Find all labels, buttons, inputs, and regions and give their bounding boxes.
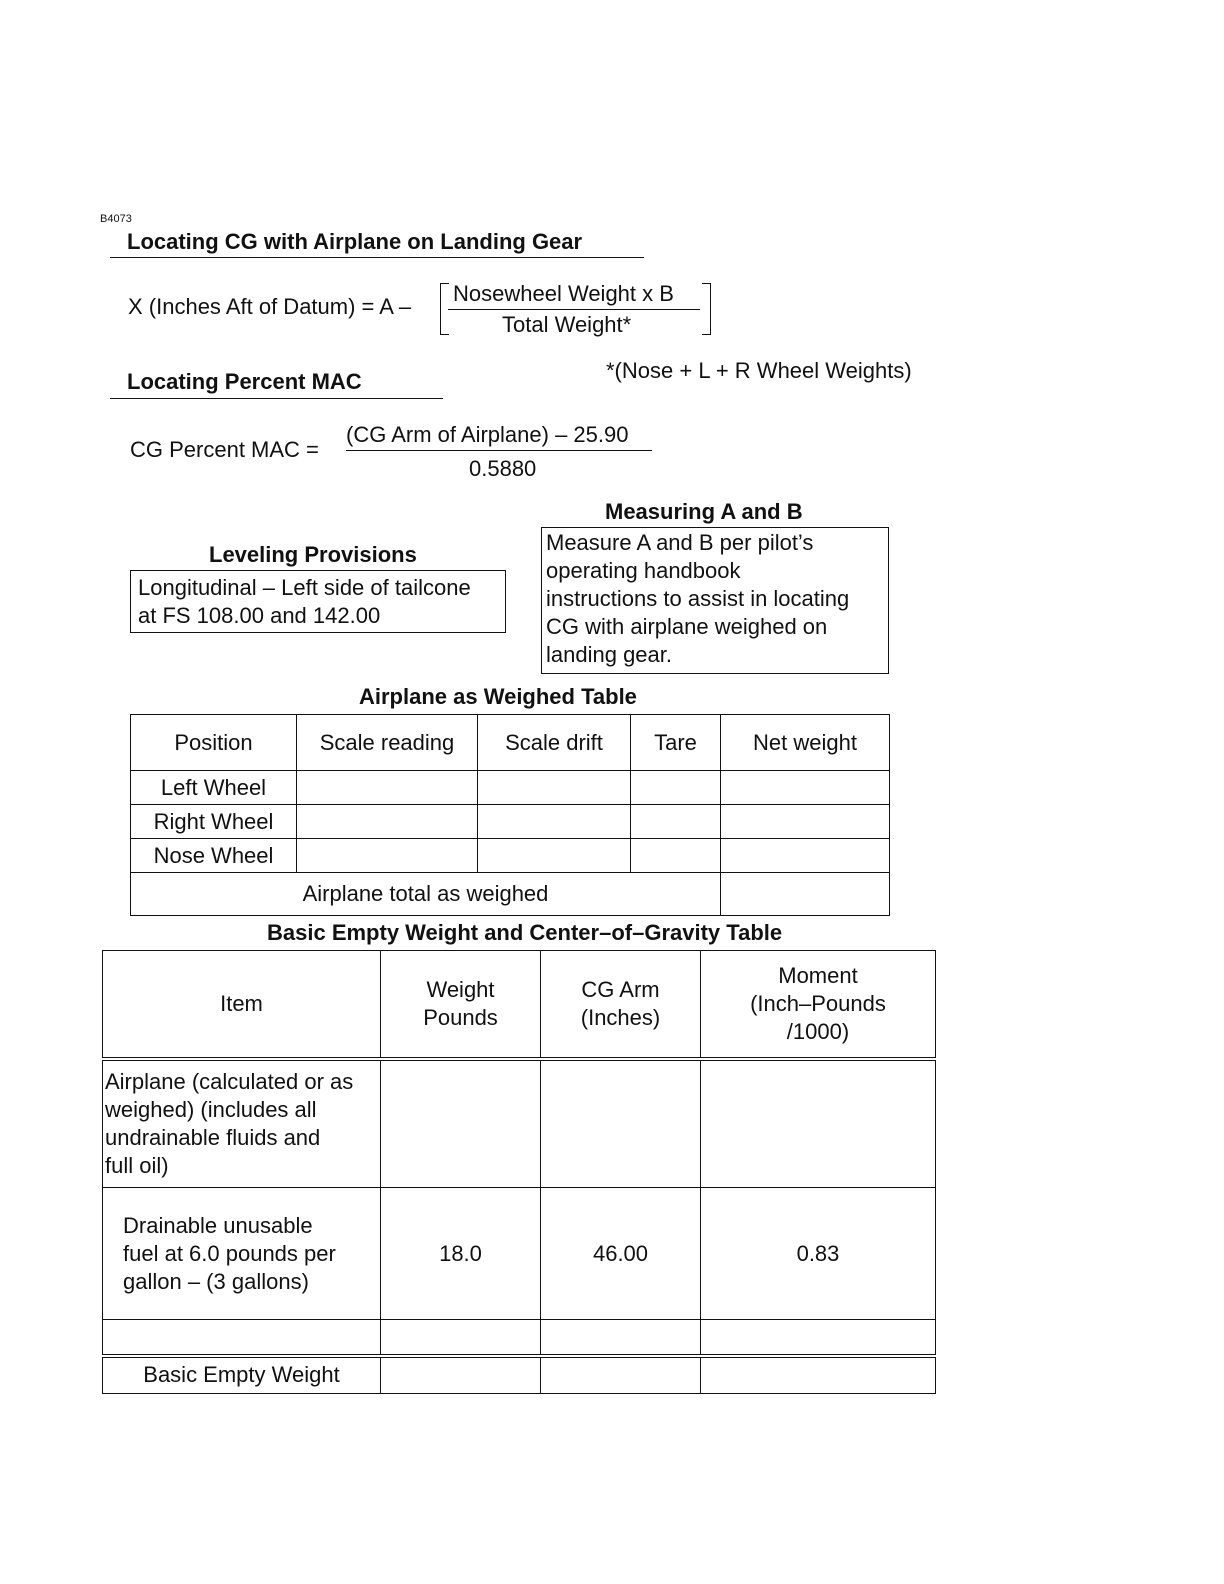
leveling-line-1: Longitudinal – Left side of tailcone — [138, 575, 471, 600]
header-weight-line-2: Pounds — [423, 1004, 498, 1030]
cg-title-underline — [110, 257, 644, 258]
mac-formula-lhs: CG Percent MAC = — [130, 437, 319, 462]
cell-empty — [478, 805, 631, 839]
header-item: Item — [103, 951, 381, 1059]
leveling-line-2: at FS 108.00 and 142.00 — [138, 603, 381, 628]
weighed-header-row — [131, 715, 890, 771]
cg-formula-lhs: X (Inches Aft of Datum) = A – — [128, 294, 412, 319]
mac-fraction-line — [346, 450, 652, 451]
cell-empty — [297, 771, 478, 805]
table-row — [103, 1356, 936, 1394]
row-nose-wheel: Nose Wheel — [131, 839, 297, 873]
header-moment-line-2: (Inch–Pounds — [750, 990, 886, 1016]
header-cg-arm — [541, 951, 701, 1059]
cell-empty — [721, 873, 890, 916]
cell-empty — [103, 1320, 381, 1356]
bew-table-title: Basic Empty Weight and Center–of–Gravity Table — [267, 920, 783, 945]
header-arm-line-2: (Inches) — [580, 1004, 661, 1030]
cell-empty — [721, 805, 890, 839]
cell-empty — [701, 1059, 936, 1188]
cell-empty — [381, 1356, 541, 1394]
row-airplane-line-4: full oil) — [105, 1152, 169, 1178]
measuring-line-3: instructions to assist in locating — [546, 586, 850, 611]
row-basic-empty-weight: Basic Empty Weight — [103, 1356, 381, 1394]
weighed-table — [130, 714, 890, 916]
cell-empty — [381, 1059, 541, 1188]
right-bracket — [702, 283, 711, 335]
mac-denominator: 0.5880 — [469, 456, 537, 481]
header-moment — [701, 951, 936, 1059]
table-row — [103, 1188, 936, 1320]
row-airplane-line-2: weighed) (includes all — [105, 1096, 317, 1122]
cg-section-title: Locating CG with Airplane on Landing Gear — [127, 229, 583, 254]
header-tare: Tare — [631, 715, 721, 771]
header-moment-line-1: Moment — [778, 962, 858, 988]
row-fuel-line-3: gallon – (3 gallons) — [123, 1268, 309, 1294]
cell-empty — [297, 839, 478, 873]
cell-empty — [721, 771, 890, 805]
row-fuel-arm: 46.00 — [541, 1188, 701, 1320]
measuring-line-5: landing gear. — [546, 642, 672, 667]
header-weight-line-1: Weight — [426, 976, 495, 1002]
row-airplane-item — [103, 1059, 381, 1188]
row-fuel-moment: 0.83 — [701, 1188, 936, 1320]
table-row — [103, 1059, 936, 1188]
header-net-weight: Net weight — [721, 715, 890, 771]
measuring-line-1: Measure A and B per pilot’s — [546, 530, 814, 555]
row-airplane-line-1: Airplane (calculated or as — [105, 1068, 354, 1094]
total-as-weighed-label: Airplane total as weighed — [131, 873, 721, 916]
measuring-box — [541, 527, 889, 674]
figure-id: B4073 — [100, 213, 132, 225]
cg-fraction-line — [448, 309, 700, 310]
header-position: Position — [131, 715, 297, 771]
cell-empty — [631, 805, 721, 839]
cell-empty — [721, 839, 890, 873]
cell-empty — [701, 1356, 936, 1394]
cell-empty — [478, 771, 631, 805]
weighed-table-title: Airplane as Weighed Table — [359, 684, 637, 709]
cell-empty — [631, 839, 721, 873]
row-fuel-line-2: fuel at 6.0 pounds per — [123, 1240, 336, 1266]
mac-numerator: (CG Arm of Airplane) – 25.90 — [346, 422, 629, 447]
mac-title-underline — [110, 398, 443, 399]
row-right-wheel: Right Wheel — [131, 805, 297, 839]
table-row — [131, 805, 890, 839]
leveling-title: Leveling Provisions — [209, 542, 417, 567]
cell-empty — [381, 1320, 541, 1356]
bew-header-row — [103, 951, 936, 1059]
cell-empty — [297, 805, 478, 839]
cg-denominator: Total Weight* — [502, 312, 632, 337]
row-fuel-weight: 18.0 — [381, 1188, 541, 1320]
cg-footnote: *(Nose + L + R Wheel Weights) — [606, 358, 912, 383]
measuring-line-4: CG with airplane weighed on — [546, 614, 828, 639]
table-row — [103, 1320, 936, 1356]
row-airplane-line-3: undrainable fluids and — [105, 1124, 321, 1150]
row-fuel-line-1: Drainable unusable — [123, 1212, 313, 1238]
cell-empty — [478, 839, 631, 873]
table-row — [131, 873, 890, 916]
measuring-title: Measuring A and B — [605, 499, 803, 524]
row-left-wheel: Left Wheel — [131, 771, 297, 805]
cg-numerator: Nosewheel Weight x B — [453, 281, 674, 306]
header-arm-line-1: CG Arm — [581, 976, 660, 1002]
cell-empty — [701, 1320, 936, 1356]
cell-empty — [541, 1356, 701, 1394]
header-scale-drift: Scale drift — [478, 715, 631, 771]
cell-empty — [631, 771, 721, 805]
measuring-line-2: operating handbook — [546, 558, 741, 583]
bew-table — [102, 950, 936, 1394]
header-moment-line-3: /1000) — [786, 1018, 850, 1044]
table-row — [131, 771, 890, 805]
table-row — [131, 839, 890, 873]
mac-section-title: Locating Percent MAC — [127, 369, 362, 394]
row-fuel-item — [103, 1188, 381, 1320]
header-scale-reading: Scale reading — [297, 715, 478, 771]
header-weight — [381, 951, 541, 1059]
cell-empty — [541, 1059, 701, 1188]
cell-empty — [541, 1320, 701, 1356]
leveling-box — [130, 570, 506, 633]
